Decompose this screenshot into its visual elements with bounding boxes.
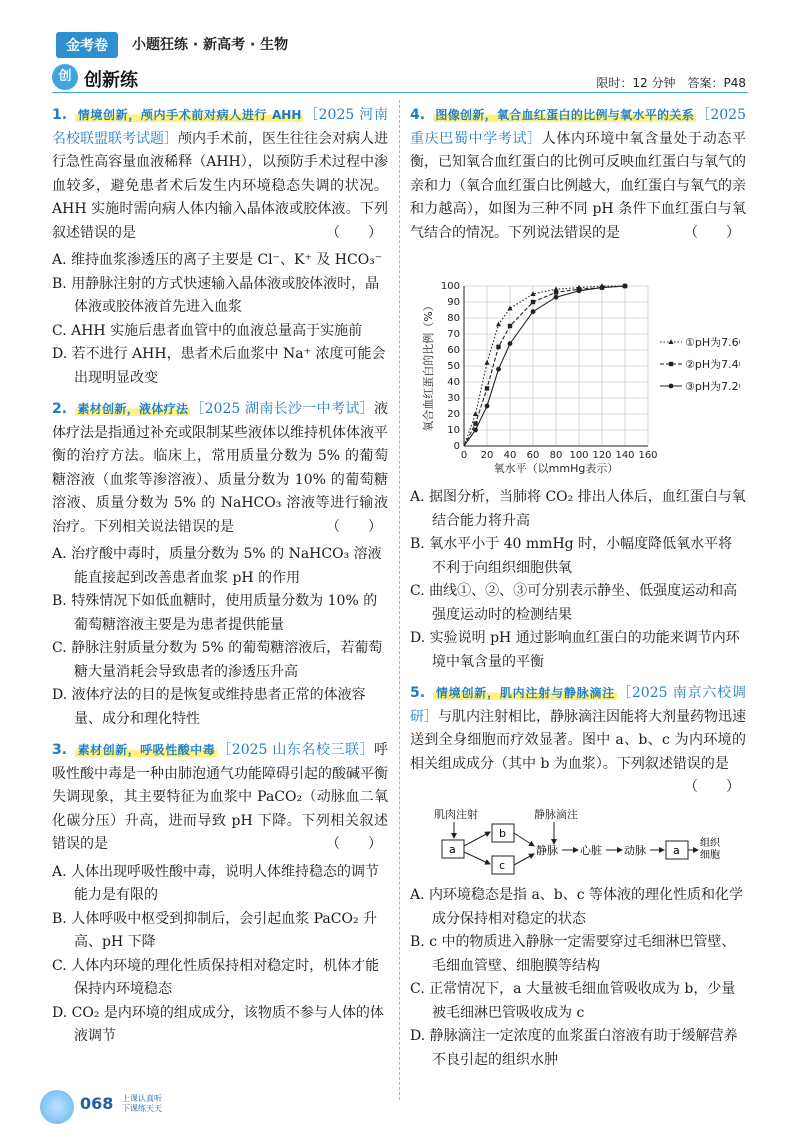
- right-column-q5-options: [410, 884, 746, 1072]
- option-b: B. 特殊情况下如低血糖时，使用质量分数为 10% 的葡萄糖溶液主要是为患者提供能量: [52, 593, 378, 633]
- option-c: C. 正常情况下，a 大量被毛细血管吸收成为 b，少量被毛细淋巴管吸收成为 c: [410, 981, 736, 1021]
- y-tick-label: 60: [447, 345, 460, 356]
- option-c: C. 静脉注射质量分数为 5% 的葡萄糖溶液后，若葡萄糖大量消耗会导致患者的渗透压升高: [52, 640, 383, 680]
- question-tag: 情境创新，肌内注射与静脉滴注: [435, 686, 616, 700]
- x-tick-label: 80: [549, 450, 563, 461]
- y-tick-label: 10: [447, 425, 460, 436]
- slogan-line-1: 上课认真听: [122, 1094, 162, 1103]
- x-tick-label: 100: [569, 450, 589, 461]
- x-tick-label: 160: [638, 450, 658, 461]
- option-a: A. 据图分析，当肺将 CO₂ 排出人体后，血红蛋白与氧结合能力将升高: [410, 489, 746, 529]
- option-c: C. 曲线①、②、③可分别表示静坐、低强度运动和高强度运动时的检测结果: [410, 583, 738, 623]
- brand-badge: 金考卷: [56, 32, 118, 58]
- x-tick-label: 120: [592, 450, 612, 461]
- option-d: D. CO₂ 是内环境的组成成分，该物质不参与人体的体液调节: [52, 1004, 384, 1044]
- option-a: A. 治疗酸中毒时，质量分数为 5% 的 NaHCO₃ 溶液能直接起到改善患者血浆 pH 的作用: [52, 546, 382, 586]
- left-column: [52, 104, 388, 1049]
- legend-marker: [668, 339, 673, 344]
- x-tick-label: 0: [460, 450, 468, 461]
- option-b: B. c 中的物质进入静脉一定需要穿过毛细淋巴管壁、毛细血管壁、细胞膜等结构: [410, 934, 736, 974]
- section-title: 创新练: [84, 70, 138, 91]
- question-number: 2.: [52, 401, 68, 417]
- diagram-svg: [432, 806, 732, 880]
- page-number: 068: [80, 1094, 114, 1113]
- question-stem: 液体疗法是指通过补充或限制某些液体以维持机体体液平衡的治疗方法。临床上，常用质量分数为 5% 的葡萄糖溶液（血浆等渗溶液）、质量分数为 10% 的葡萄糖溶液、质量分数为 5% 的 NaHCO₃ 溶液等进行输液治疗。下列相关说法错误的是: [52, 401, 388, 535]
- option-a: A. 人体出现呼吸性酸中毒，说明人体维持稳态的调节能力是有限的: [52, 863, 380, 903]
- oxygen-dissociation-chart: [420, 280, 740, 480]
- legend-label: ①pH为7.60: [685, 336, 740, 349]
- option-c: C. AHH 实施后患者血管中的血液总量高于实施前: [52, 322, 363, 339]
- box-a2-label: a: [673, 844, 680, 857]
- question-stem: 人体内环境中氧含量处于动态平衡，已知氧合血红蛋白的比例可反映血红蛋白与氧气的亲和力（氧合血红蛋白比例越大，血红蛋白与氧气的亲和力越高），如图为三种不同 pH 条件下血红蛋白与氧气结合的情况。下列说法错误的是: [410, 130, 747, 241]
- right-column-q4: [410, 104, 746, 249]
- question-number: 5.: [410, 685, 426, 701]
- y-tick-label: 70: [447, 329, 460, 340]
- y-tick-label: 20: [447, 409, 460, 420]
- tissue-cell-label: [700, 836, 723, 861]
- question-source: ［2025 河南名校联盟联考试题］: [52, 107, 388, 147]
- question-5: [410, 682, 746, 800]
- option-c: C. 人体内环境的理化性质保持相对稳定时，机体才能保持内环境稳态: [52, 957, 380, 997]
- series-point: [485, 404, 490, 409]
- question-tag: 素材创新，呼吸性酸中毒: [77, 743, 216, 757]
- series-point: [473, 411, 478, 416]
- series-point: [508, 324, 512, 328]
- series-point: [496, 367, 501, 372]
- series-point: [508, 341, 513, 346]
- legend-label: ②pH为7.40: [685, 358, 740, 371]
- series-point: [554, 295, 559, 300]
- slogan-line-2: 下课练天天: [122, 1104, 162, 1113]
- series-point: [484, 360, 489, 365]
- legend-label: ③pH为7.20: [685, 380, 740, 393]
- right-column-q4-options: [410, 486, 746, 804]
- question-number: 3.: [52, 742, 68, 758]
- series-point: [485, 386, 489, 390]
- series-point: [473, 421, 477, 425]
- vein-label: 静脉: [536, 844, 558, 857]
- question-4: [410, 104, 746, 245]
- option-d: D. 若不进行 AHH，患者术后血浆中 Na⁺ 浓度可能会出现明显改变: [52, 346, 386, 386]
- x-tick-label: 40: [503, 450, 517, 461]
- page-slogan: [122, 1094, 162, 1114]
- legend-marker: [669, 384, 674, 389]
- x-tick-label: 60: [526, 450, 540, 461]
- question-source: ［2025 湖南长沙一中考试］: [190, 401, 374, 417]
- option-a: A. 维持血浆渗透压的离子主要是 Cl⁻、K⁺ 及 HCO₃⁻: [52, 252, 383, 268]
- column-divider: [399, 100, 400, 1100]
- question-stem: 与肌内注射相比，静脉滴注因能将大剂量药物迅速送到全身细胞而疗效显著。图中 a、b、c 为内环境的相关组成成分（其中 b 为血浆）。下列叙述错误的是: [410, 708, 746, 772]
- section-icon: 创: [52, 64, 78, 90]
- series-point: [496, 345, 500, 349]
- answer-paren: （ ）: [684, 779, 740, 795]
- tissue-cell-label-line2: 细胞: [700, 850, 720, 861]
- x-tick-label: 140: [615, 450, 635, 461]
- y-axis-label: 氧合血红蛋白的比例（%）: [422, 300, 435, 432]
- question-1: [52, 104, 388, 245]
- series-point: [496, 322, 501, 327]
- box-b-label: b: [499, 827, 506, 840]
- series-point: [623, 284, 628, 289]
- header-divider: [52, 92, 748, 93]
- y-tick-label: 100: [440, 281, 460, 292]
- question-number: 1.: [52, 107, 68, 123]
- question-number: 4.: [410, 107, 426, 123]
- option-a: A. 内环境稳态是指 a、b、c 等体液的理化性质和化学成分保持相对稳定的状态: [410, 887, 744, 927]
- question-2: [52, 398, 388, 539]
- x-axis-label: 氧水平（以mmHg表示）: [493, 462, 619, 475]
- question-3: [52, 739, 388, 857]
- y-tick-label: 50: [447, 361, 460, 372]
- question-tag: 素材创新，液体疗法: [77, 402, 189, 416]
- time-info: 限时：12 分钟 答案：P48: [596, 76, 746, 90]
- label-intramuscular: 肌肉注射: [434, 808, 478, 821]
- option-b: B. 氧水平小于 40 mmHg 时，小幅度降低氧水平将不利于向组织细胞供氧: [410, 536, 733, 576]
- y-tick-label: 90: [447, 297, 460, 308]
- series-title: 小题狂练 · 新高考 · 生物: [132, 37, 289, 53]
- series-point: [507, 306, 512, 311]
- tissue-cell-label-line1: 组织: [700, 838, 720, 849]
- series-point: [531, 300, 535, 304]
- option-d: D. 液体疗法的目的是恢复或维持患者正常的体液容量、成分和理化特性: [52, 687, 366, 727]
- question-source: ［2025 南京六校调研］: [410, 685, 746, 725]
- answer-paren: （ ）: [326, 518, 382, 535]
- series-point: [600, 285, 605, 290]
- option-b: B. 人体呼吸中枢受到抑制后，会引起血浆 PaCO₂ 升高、pH 下降: [52, 910, 378, 950]
- answer-paren: （ ）: [326, 224, 382, 241]
- question-stem: 颅内手术前，医生往往会对病人进行急性高容量血液稀释（AHH），以预防手术过程中渗血较多，避免患者术后发生内环境稳态失调的状况。AHH 实施时需向病人体内输入晶体液或胶体液。下列叙述错误的是: [52, 130, 388, 241]
- label-intravenous: 静脉滴注: [534, 808, 578, 821]
- question-tag: 图像创新，氧合血红蛋白的比例与氧水平的关系: [435, 108, 695, 122]
- series-point: [577, 288, 582, 293]
- question-source: ［2025 山东名校三联］: [217, 742, 374, 758]
- box-c-label: c: [499, 859, 506, 872]
- artery-label: 动脉: [624, 844, 646, 857]
- chart-svg: [420, 280, 740, 480]
- y-tick-label: 40: [447, 377, 460, 388]
- page-mascot-icon: [40, 1090, 74, 1124]
- y-tick-label: 0: [453, 441, 460, 452]
- series-point: [554, 290, 558, 294]
- answer-paren: （ ）: [684, 224, 740, 241]
- question-tag: 情境创新，颅内手术前对病人进行 AHH: [77, 108, 302, 122]
- question-stem: 呼吸性酸中毒是一种由肺泡通气功能障碍引起的酸碱平衡失调现象，其主要特征为血浆中 PaCO₂（动脉血二氧化碳分压）升高，进而导致 pH 下降。下列相关叙述错误的是: [52, 742, 388, 852]
- answer-paren: （ ）: [326, 836, 382, 852]
- option-b: B. 用静脉注射的方式快速输入晶体液或胶体液时，晶体液或胶体液首先进入血浆: [52, 275, 380, 315]
- legend-marker: [669, 362, 673, 366]
- y-tick-label: 30: [447, 393, 460, 404]
- question-source: ［2025 重庆巴蜀中学考试］: [410, 107, 746, 147]
- box-a-label: a: [449, 843, 456, 856]
- series-point: [473, 428, 478, 433]
- series-point: [531, 309, 536, 314]
- x-tick-label: 20: [480, 450, 494, 461]
- y-tick-label: 80: [447, 313, 460, 324]
- injection-diagram: [432, 806, 732, 880]
- heart-label: 心脏: [580, 844, 602, 857]
- option-d: D. 静脉滴注一定浓度的血浆蛋白溶液有助于缓解营养不良引起的组织水肿: [410, 1028, 738, 1068]
- option-d: D. 实验说明 pH 通过影响血红蛋白的功能来调节内环境中氧含量的平衡: [410, 630, 740, 670]
